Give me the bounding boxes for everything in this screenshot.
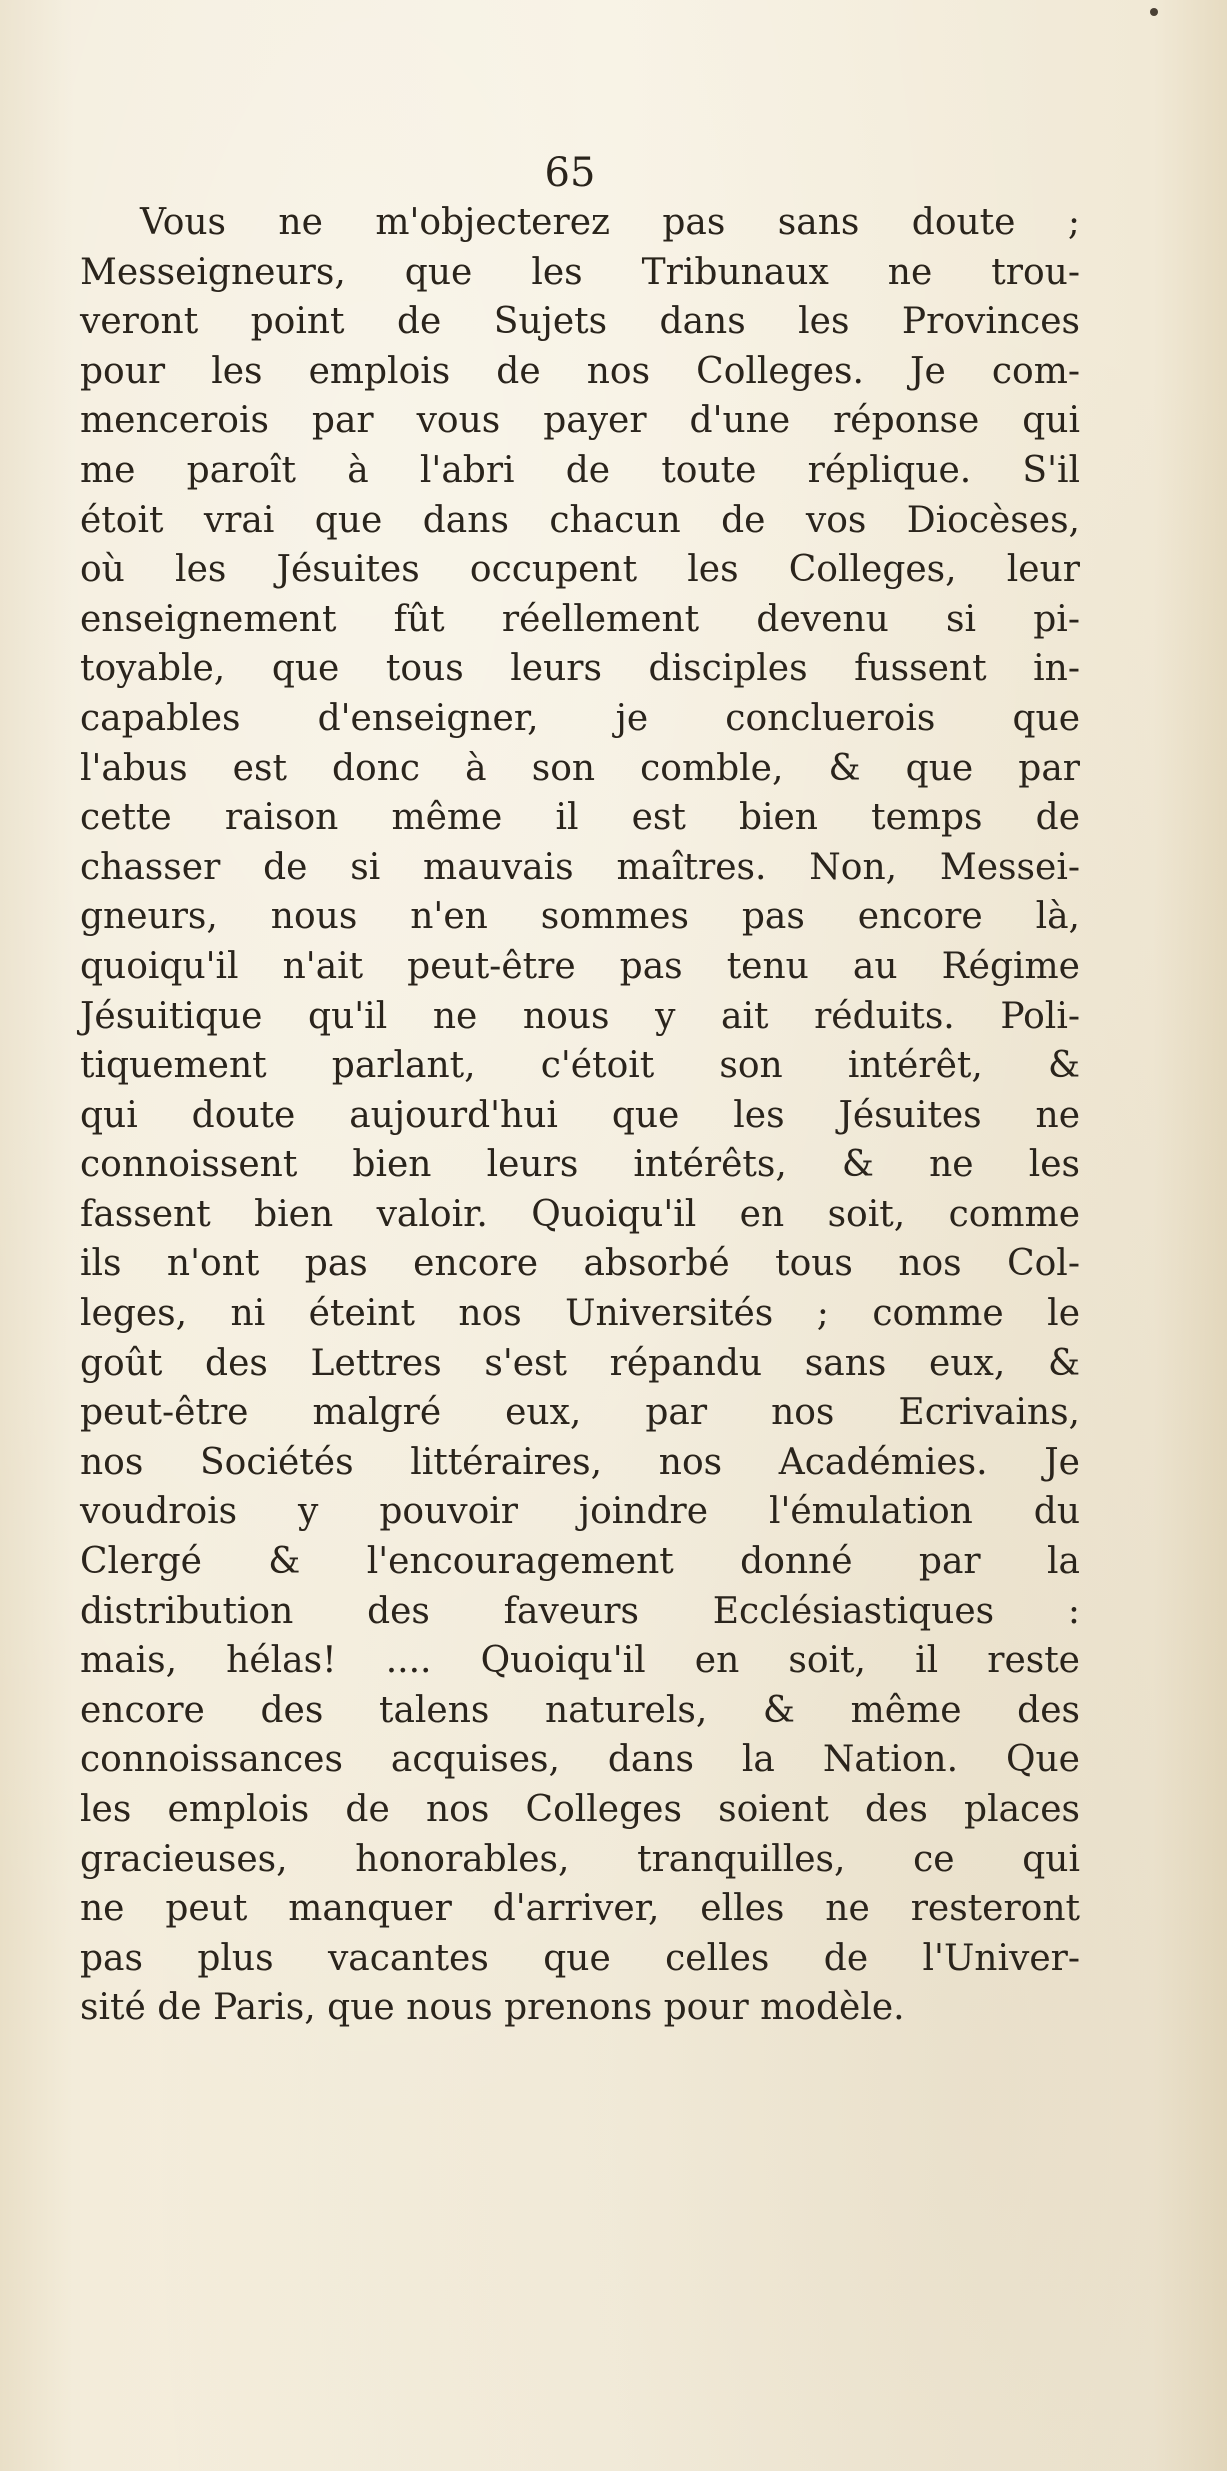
text-line: Jésuitique qu'il ne nous y ait réduits. Poli-	[80, 995, 1080, 1037]
text-line: ne peut manquer d'arriver, elles ne resteront	[80, 1888, 1080, 1930]
text-line: Clergé & l'encouragement donné par la	[80, 1541, 1080, 1583]
text-line: tiquement parlant, c'étoit son intérêt, &	[80, 1045, 1080, 1087]
text-line: les emplois de nos Colleges soient des places	[80, 1789, 1080, 1830]
text-line: ils n'ont pas encore absorbé tous nos Col-	[80, 1243, 1080, 1285]
text-line: mencerois par vous payer d'une réponse qui	[80, 400, 1080, 442]
text-line: distribution des faveurs Ecclésiastiques :	[80, 1590, 1080, 1632]
text-line: peut-être malgré eux, par nos Ecrivains,	[80, 1392, 1080, 1434]
body-text	[80, 198, 1080, 2033]
text-line: quoiqu'il n'ait peut-être pas tenu au Régime	[80, 945, 1080, 987]
text-line: cette raison même il est bien temps de	[80, 797, 1080, 839]
text-line: enseignement fût réellement devenu si pi-	[80, 598, 1080, 640]
text-line: gracieuses, honorables, tranquilles, ce qui	[80, 1838, 1080, 1880]
text-line: étoit vrai que dans chacun de vos Diocèses,	[80, 499, 1080, 541]
text-line: chasser de si mauvais maîtres. Non, Messei-	[80, 846, 1080, 888]
text-line: pas plus vacantes que celles de l'Univer-	[80, 1937, 1080, 1979]
text-line: Messeigneurs, que les Tribunaux ne trou-	[80, 251, 1080, 293]
text-line: fassent bien valoir. Quoiqu'il en soit, comme	[80, 1193, 1080, 1235]
text-line: capables d'enseigner, je concluerois que	[80, 697, 1080, 739]
text-line: nos Sociétés littéraires, nos Académies. Je	[80, 1441, 1080, 1483]
text-line: Vous ne m'objecterez pas sans doute ;	[140, 202, 1080, 243]
text-line: encore des talens naturels, & même des	[80, 1689, 1080, 1731]
text-line: mais, hélas! .... Quoiqu'il en soit, il reste	[80, 1640, 1080, 1682]
text-line: connoissances acquises, dans la Nation. Que	[80, 1739, 1080, 1781]
page-number: 65	[544, 150, 596, 196]
text-line: toyable, que tous leurs disciples fussent in-	[80, 648, 1080, 690]
text-line: qui doute aujourd'hui que les Jésuites ne	[80, 1094, 1080, 1136]
text-line: sité de Paris, que nous prenons pour modèle.	[80, 1987, 905, 2029]
text-line: pour les emplois de nos Colleges. Je com-	[80, 350, 1080, 392]
text-line: connoissent bien leurs intérêts, & ne les	[80, 1144, 1080, 1186]
text-line: où les Jésuites occupent les Colleges, leur	[80, 549, 1080, 591]
text-line: leges, ni éteint nos Universités ; comme le	[80, 1293, 1080, 1335]
text-line: gneurs, nous n'en sommes pas encore là,	[80, 896, 1080, 938]
text-line: voudrois y pouvoir joindre l'émulation du	[80, 1491, 1080, 1533]
text-line: me paroît à l'abri de toute réplique. S'il	[80, 449, 1080, 491]
ink-spot	[1150, 8, 1158, 16]
text-line: l'abus est donc à son comble, & que par	[80, 747, 1080, 789]
text-line: veront point de Sujets dans les Provinces	[80, 301, 1080, 343]
text-line: goût des Lettres s'est répandu sans eux, &	[80, 1342, 1080, 1384]
